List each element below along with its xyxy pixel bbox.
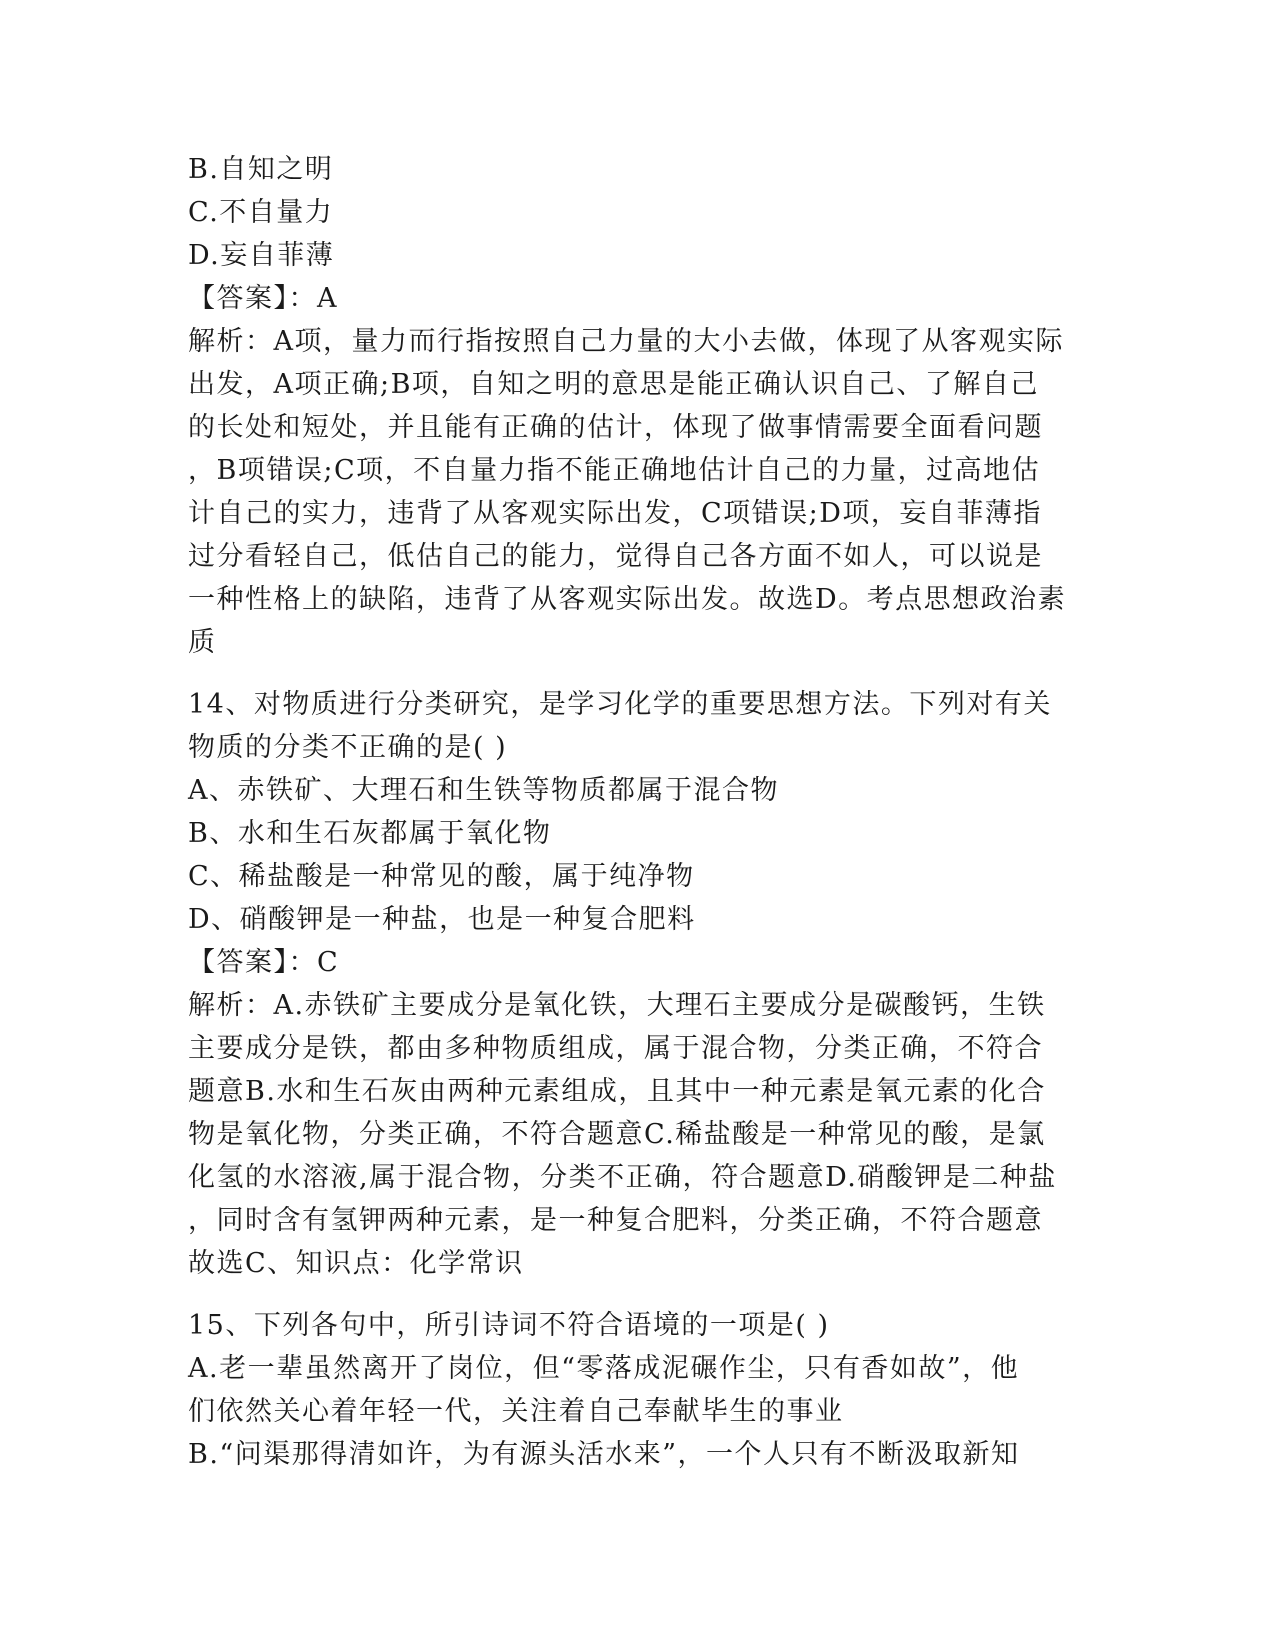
question-14-block xyxy=(188,683,1088,1285)
q14-answer: 【答案】：C xyxy=(188,947,340,978)
q14-option-a: A、赤铁矿、大理石和生铁等物质都属于混合物 xyxy=(188,775,779,806)
q13-analysis-line: 计自己的实力，违背了从客观实际出发，C项错误;D项，妄自菲薄指 xyxy=(188,498,1042,529)
q13-analysis-line: 一种性格上的缺陷，违背了从客观实际出发。故选D。考点思想政治素 xyxy=(188,584,1067,615)
q13-analysis-line: 的长处和短处，并且能有正确的估计，体现了做事情需要全面看问题 xyxy=(188,412,1043,443)
q14-option-c: C、稀盐酸是一种常见的酸，属于纯净物 xyxy=(188,861,695,892)
section-gap xyxy=(188,1285,1088,1304)
q13-analysis-line: 解析：A项，量力而行指按照自己力量的大小去做，体现了从客观实际 xyxy=(188,326,1064,357)
q15-option-a-line: A.老一辈虽然离开了岗位，但“零落成泥碾作尘，只有香如故”，他 xyxy=(188,1353,1020,1384)
q13-option-c: C.不自量力 xyxy=(188,197,334,228)
q13-option-d: D.妄自菲薄 xyxy=(188,240,335,271)
q13-analysis-line: 过分看轻自己，低估自己的能力，觉得自己各方面不如人，可以说是 xyxy=(188,541,1043,572)
q13-option-b: B.自知之明 xyxy=(188,154,334,185)
q15-option-a-line: 们依然关心着年轻一代，关注着自己奉献毕生的事业 xyxy=(188,1396,844,1427)
q13-analysis-line: ，B项错误;C项，不自量力指不能正确地估计自己的力量，过高地估 xyxy=(188,455,1041,486)
q14-analysis-line: 题意B.水和生石灰由两种元素组成，且其中一种元素是氧元素的化合 xyxy=(188,1076,1046,1107)
q14-analysis-line: 故选C、知识点：化学常识 xyxy=(188,1248,524,1279)
q14-option-d: D、硝酸钾是一种盐，也是一种复合肥料 xyxy=(188,904,696,935)
q14-analysis-line: 解析：A.赤铁矿主要成分是氧化铁，大理石主要成分是碳酸钙，生铁 xyxy=(188,990,1046,1021)
question-15-block xyxy=(188,1304,1088,1476)
q14-analysis-line: 化氢的水溶液,属于混合物，分类不正确，符合题意D.硝酸钾是二种盐 xyxy=(188,1162,1057,1193)
q15-stem-line: 15、下列各句中，所引诗词不符合语境的一项是( ) xyxy=(188,1310,830,1341)
q14-option-b: B、水和生石灰都属于氧化物 xyxy=(188,818,552,849)
q14-analysis-line: 主要成分是铁，都由多种物质组成，属于混合物，分类正确，不符合 xyxy=(188,1033,1043,1064)
q14-stem-line: 物质的分类不正确的是( ) xyxy=(188,732,508,763)
q13-answer: 【答案】：A xyxy=(188,283,338,314)
q14-stem-line: 14、对物质进行分类研究，是学习化学的重要思想方法。下列对有关 xyxy=(188,689,1052,720)
q15-option-b-line: B.“问渠那得清如许，为有源头活水来”，一个人只有不断汲取新知 xyxy=(188,1439,1020,1470)
q14-analysis-line: 物是氧化物，分类正确，不符合题意C.稀盐酸是一种常见的酸，是氯 xyxy=(188,1119,1046,1150)
q13-analysis-line: 出发，A项正确;B项，自知之明的意思是能正确认识自己、了解自己 xyxy=(188,369,1039,400)
section-gap xyxy=(188,664,1088,683)
document-page xyxy=(188,148,1088,1476)
q13-analysis-line: 质 xyxy=(188,627,217,658)
question-13-block xyxy=(188,148,1088,664)
q14-analysis-line: ，同时含有氢钾两种元素，是一种复合肥料，分类正确，不符合题意 xyxy=(188,1205,1043,1236)
